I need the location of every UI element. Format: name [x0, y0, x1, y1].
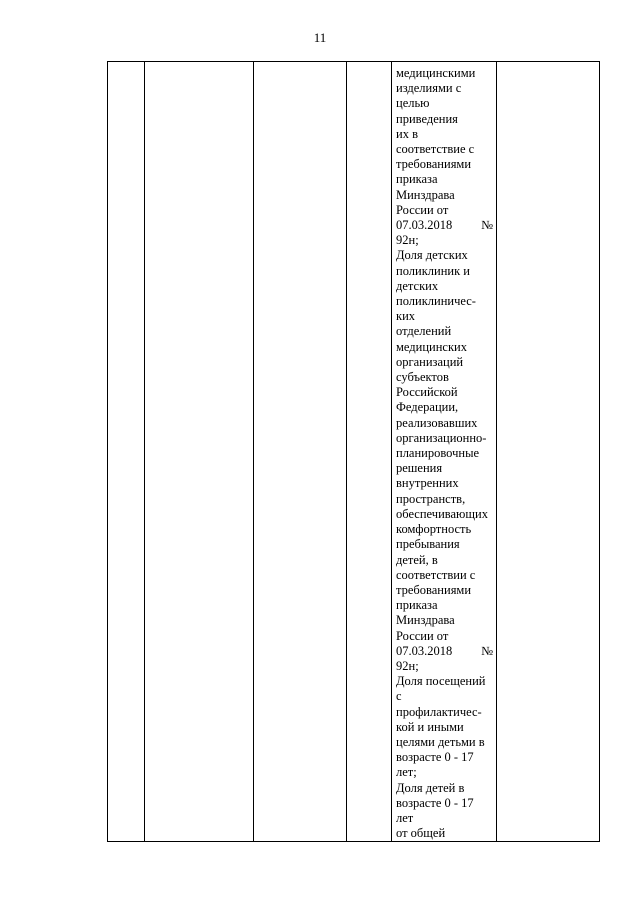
text-line: России от — [396, 202, 449, 217]
text-line: от общей — [396, 826, 446, 841]
text-line: требованиями — [396, 157, 472, 172]
table-row — [108, 62, 600, 842]
text-line: 92н; — [396, 233, 419, 248]
text-line: детских — [396, 278, 439, 293]
text-line: Федерации, — [396, 400, 459, 415]
text-line: лет — [396, 810, 414, 825]
text-line: отделений — [396, 324, 452, 339]
text-line: соответствии с — [396, 567, 476, 582]
text-line: требованиями — [396, 582, 472, 597]
table-cell-col2 — [145, 62, 254, 842]
text-line: организаций — [396, 354, 464, 369]
table-cell-col1 — [108, 62, 145, 842]
text-line: 07.03.2018 № — [396, 218, 493, 233]
text-line: обеспечивающих — [396, 506, 488, 521]
text-line: Доля посещений — [396, 674, 486, 689]
text-line: профилактичес- — [396, 704, 482, 719]
text-line: приказа — [396, 598, 438, 613]
table-cell-col4 — [347, 62, 392, 842]
text-line: целями детьми в — [396, 734, 485, 749]
indicator-text — [392, 62, 496, 841]
text-line: Доля детей в — [396, 780, 465, 795]
text-line: пространств, — [396, 491, 466, 506]
text-line: России от — [396, 628, 449, 643]
text-line: решения — [396, 461, 443, 476]
text-line: организационно- — [396, 430, 487, 445]
text-line: реализовавших — [396, 415, 478, 430]
text-line: приведения — [396, 111, 458, 126]
text-line: приказа — [396, 172, 438, 187]
text-line: возрасте 0 - 17 — [396, 795, 474, 810]
table-cell-indicators — [392, 62, 497, 842]
text-line: планировочные — [396, 446, 480, 461]
text-line: Минздрава — [396, 187, 455, 202]
page-number: 11 — [313, 30, 327, 45]
text-line: возрасте 0 - 17 — [396, 750, 474, 765]
text-line: детей, в — [396, 552, 438, 567]
text-line: субъектов — [396, 370, 449, 385]
text-line: Доля детских — [396, 248, 468, 263]
text-line: лет; — [396, 765, 417, 780]
text-line: их в — [396, 126, 418, 141]
text-line: целью — [396, 96, 430, 111]
text-line: изделиями с — [396, 81, 462, 96]
text-line: медицинских — [396, 339, 467, 354]
text-line: с — [396, 689, 402, 704]
text-line: 92н; — [396, 658, 419, 673]
text-line: комфортность — [396, 522, 472, 537]
table-cell-col6 — [497, 62, 600, 842]
text-line: пребывания — [396, 537, 460, 552]
text-line: Российской — [396, 385, 458, 400]
text-line: соответствие с — [396, 142, 475, 157]
text-line: поликлиник и — [396, 263, 470, 278]
text-line: Минздрава — [396, 613, 455, 628]
text-line: внутренних — [396, 476, 459, 491]
table-cell-col3 — [254, 62, 347, 842]
text-line: ких — [396, 309, 416, 324]
text-line: кой и иными — [396, 719, 464, 734]
text-line: 07.03.2018 № — [396, 643, 493, 658]
document-table — [107, 61, 600, 842]
text-line: медицинскими — [396, 66, 476, 80]
text-line: поликлиничес- — [396, 294, 476, 309]
